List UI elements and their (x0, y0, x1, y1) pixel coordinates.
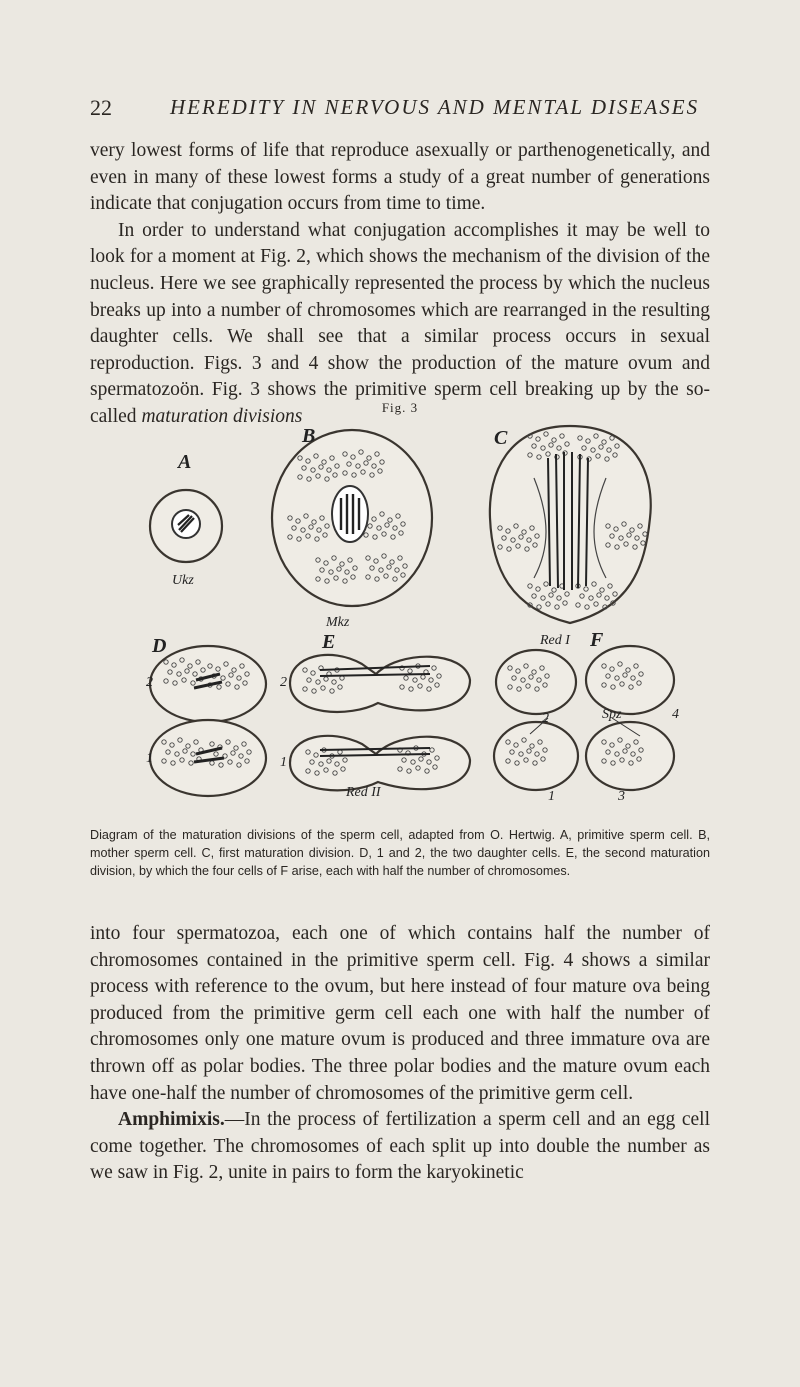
running-head: HEREDITY IN NERVOUS AND MENTAL DISEASES (170, 95, 700, 119)
page-header (90, 95, 710, 125)
label-num-2-e: 2 (280, 675, 287, 690)
paragraph (90, 218, 710, 431)
label-num-1: 1 (146, 751, 153, 766)
cell-a (150, 490, 222, 562)
cells-d (150, 646, 266, 796)
figure-diagram (130, 418, 690, 804)
label-num-2-f: 2 (542, 711, 549, 726)
emphasis-text: maturation divisions (141, 405, 303, 427)
label-ukz: Ukz (172, 573, 194, 588)
cells-f (494, 646, 674, 790)
label-a: A (178, 451, 192, 473)
label-c: C (494, 427, 508, 449)
label-mkz: Mkz (326, 615, 350, 630)
figure-title: Fig. 3 (381, 400, 419, 415)
label-num-2: 2 (146, 675, 153, 690)
body-text-top (90, 138, 710, 431)
body-text-bottom (90, 921, 710, 1187)
cells-e (290, 655, 470, 790)
label-num-1-f: 1 (548, 789, 555, 804)
page-number: 22 (90, 95, 112, 120)
cell-c (490, 426, 651, 623)
section-heading: Amphimixis. (118, 1109, 225, 1131)
label-f: F (590, 629, 604, 651)
label-num-4-f: 4 (672, 707, 679, 722)
paragraph (90, 1107, 710, 1187)
cell-b (272, 430, 432, 606)
label-num-1-e: 1 (280, 755, 287, 770)
figure-caption: Diagram of the maturation divisions of the sperm cell, adapted from O. Hertwig. A, primitive sperm cell. B, mother sperm cell. C, first maturation division. D, 1 and 2, the two daughter cells. E, the second maturation division, by which the four cells of F arise, each with half the number of chromosomes. (90, 828, 710, 878)
label-b: B (302, 425, 316, 447)
label-spz: Spz (602, 707, 622, 722)
label-red2: Red II (346, 785, 381, 800)
label-num-3-f: 3 (618, 789, 625, 804)
label-e: E (322, 631, 336, 653)
paragraph-text: In order to understand what conjugation accomplishes it may be well to look for a moment at Fig. 2, which shows the mechanism of the division of the nucleus. Here we see graphically represented the process by which the nucleus breaks up into a number of chromosomes which are rearranged in the resulting daughter cells. We shall see that a similar process occurs in sexual reproduction. Figs. 3 and 4 show the production of the mature ovum and spermatozoön. Fig. 3 shows the primitive sperm cell breaking up by the so-called (90, 219, 710, 427)
label-red1: Red I (540, 633, 570, 648)
label-d: D (152, 635, 167, 657)
paragraph-text: —In the process of fertilization a sperm cell and an egg cell come together. The chromosomes of each split up into double the number as we saw in Fig. 2, unite in pairs to form the karyokinetic (90, 1109, 710, 1184)
paragraph: into four spermatozoa, each one of which contains half the number of chromosomes contained in the primitive sperm cell. Fig. 4 shows a similar process with reference to the ovum, but here instead of four mature ova being produced from the primitive germ cell each one with half the number of chromosomes only one mature ovum is produced and three immature ova are thrown off as polar bodies. The three polar bodies and the mature ovum each have one-half the number of chromosomes of the primitive germ cell. (90, 923, 710, 1104)
paragraph: very lowest forms of life that reproduce asexually or parthenogenetically, and even in many of these lowest forms a study of a great number of generations indicate that conjugation occurs from time to time. (90, 140, 710, 215)
